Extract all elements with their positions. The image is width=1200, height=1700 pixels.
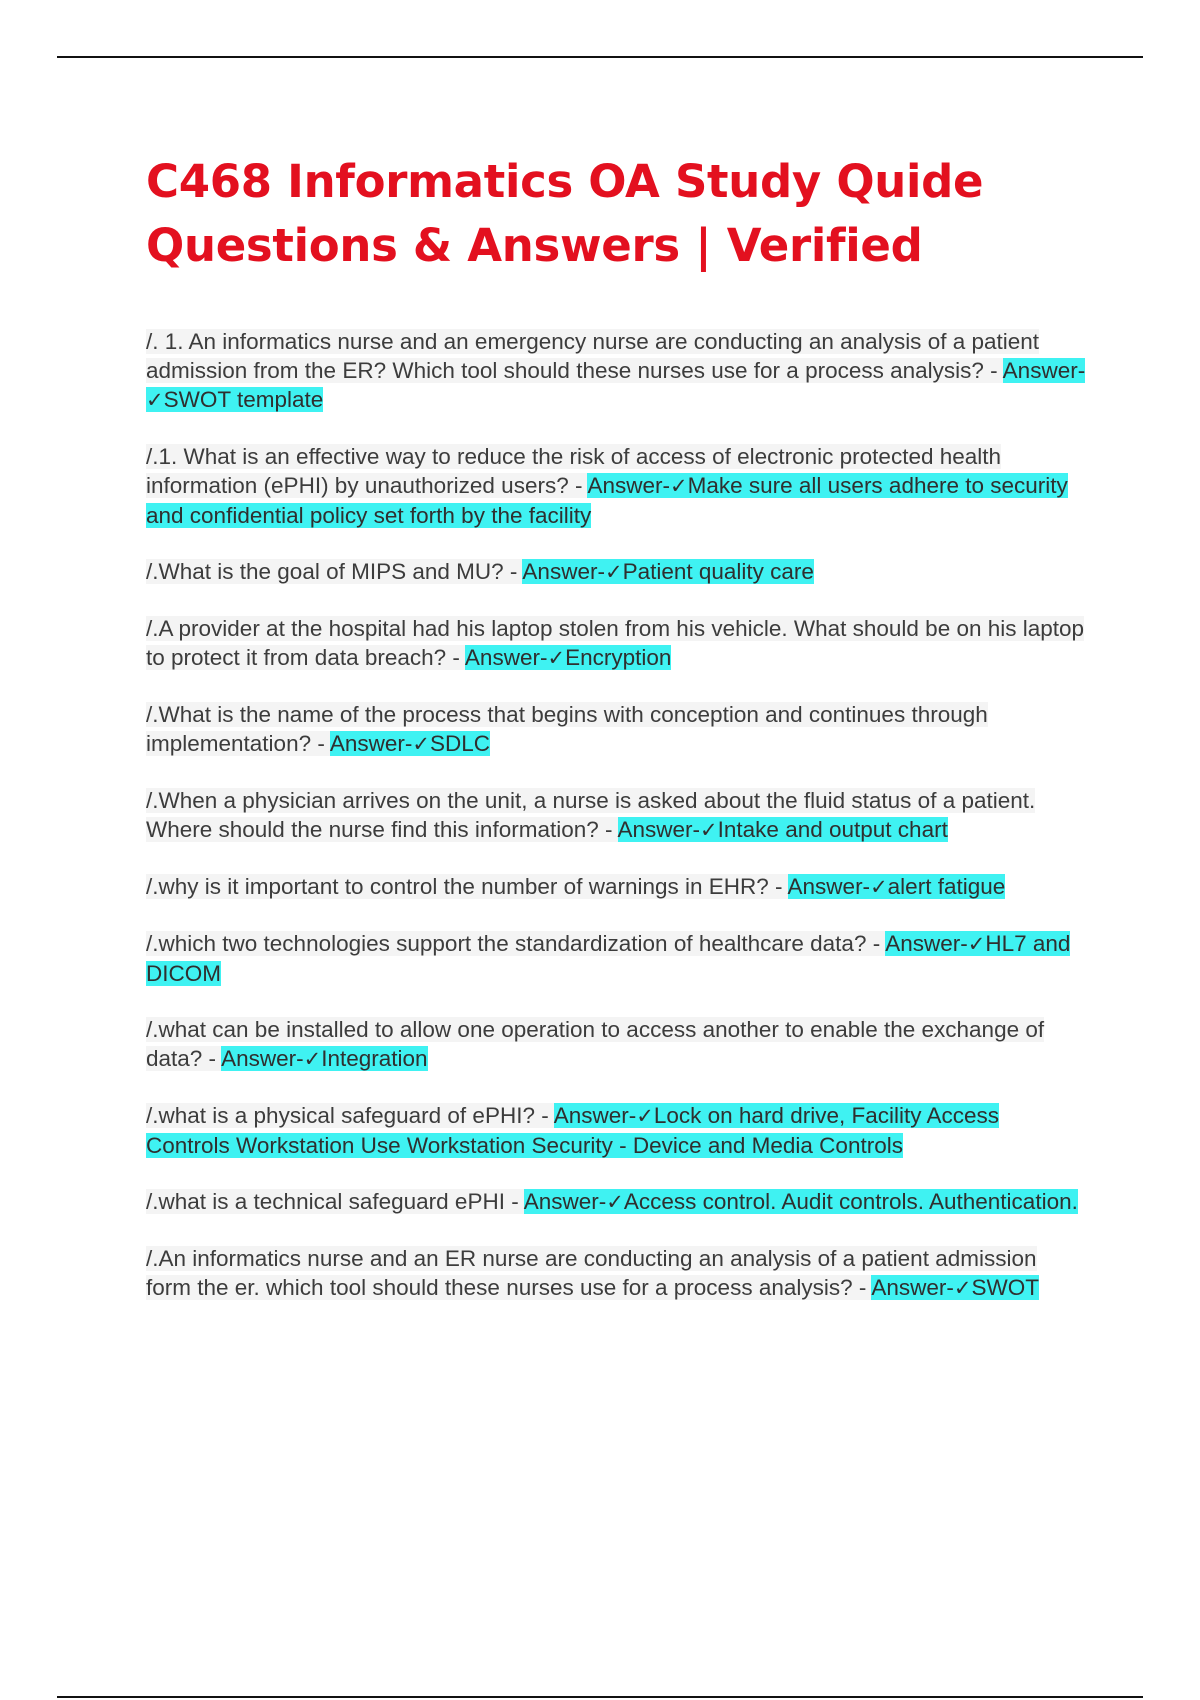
checkmark-icon: ✓	[547, 646, 566, 670]
answer-prefix: Answer-	[587, 473, 670, 498]
answer-prefix: Answer-	[787, 874, 871, 899]
bottom-rule	[57, 1696, 1143, 1698]
answer-prefix: Answer-	[523, 1189, 607, 1214]
checkmark-icon: ✓	[636, 1104, 654, 1128]
question-text: /.What is the goal of MIPS and MU? -	[146, 559, 523, 584]
top-rule	[57, 56, 1143, 58]
qa-item	[146, 786, 1086, 845]
answer-text: SWOT template	[163, 387, 324, 412]
answer-prefix: Answer-	[329, 731, 413, 756]
checkmark-icon: ✓	[700, 818, 718, 842]
answer-text: Make sure all users adhere to security and confidential policy set forth by the facility	[146, 473, 1068, 528]
checkmark-icon: ✓	[870, 875, 888, 899]
question-text: /.A provider at the hospital had his laptop stolen from his vehicle. What should be on his laptop to protect it from data breach? -	[146, 616, 1085, 670]
qa-item	[146, 700, 1086, 759]
checkmark-icon: ✓	[967, 932, 986, 956]
checkmark-icon: ✓	[146, 388, 164, 412]
checkmark-icon: ✓	[606, 1190, 624, 1214]
answer-prefix: Answer-	[871, 1275, 954, 1300]
qa-item	[146, 929, 1086, 988]
answer-prefix: Answer-	[885, 931, 968, 956]
qa-item	[146, 557, 1086, 587]
answer-highlight	[221, 1046, 427, 1071]
checkmark-icon: ✓	[670, 474, 688, 498]
checkmark-icon: ✓	[953, 1276, 972, 1300]
answer-prefix: Answer-	[617, 817, 701, 842]
question-text: /. 1. An informatics nurse and an emergency nurse are conducting an analysis of a patient admission from the ER? Which tool should these nurses use for a process analysis? -	[146, 329, 1040, 383]
question-text: /.An informatics nurse and an ER nurse are conducting an analysis of a patient admission form the er. which tool should these nurses use for a process analysis? -	[146, 1246, 1037, 1300]
answer-text: SWOT	[971, 1275, 1040, 1300]
answer-text: Patient quality care	[622, 559, 814, 584]
answer-highlight	[618, 817, 948, 842]
qa-item	[146, 327, 1086, 415]
answer-prefix: Answer-	[1002, 358, 1086, 383]
title-line-1: C468 Informatics OA Study Quide	[146, 155, 984, 208]
answer-highlight	[330, 731, 490, 756]
answer-highlight	[871, 1275, 1039, 1300]
answer-highlight	[524, 1189, 1078, 1214]
answer-text: HL7 and DICOM	[146, 931, 1071, 986]
question-text: /.which two technologies support the standardization of healthcare data? -	[146, 931, 886, 956]
answer-text: Lock on hard drive, Facility Access Controls Workstation Use Workstation Security - Device and Media Controls	[146, 1103, 1000, 1158]
question-text: /.why is it important to control the number of warnings in EHR? -	[146, 874, 788, 899]
answer-highlight	[465, 645, 671, 670]
answer-prefix: Answer-	[522, 559, 605, 584]
qa-item	[146, 1015, 1086, 1074]
title-line-2: Questions & Answers | Verified	[146, 219, 923, 272]
qa-item	[146, 872, 1086, 902]
answer-highlight	[788, 874, 1006, 899]
page-title	[146, 150, 1106, 278]
qa-item	[146, 442, 1086, 530]
question-text: /.1. What is an effective way to reduce the risk of access of electronic protected health information (ePHI) by unauthorized users? -	[146, 444, 1002, 498]
answer-text: Intake and output chart	[717, 817, 948, 842]
qa-list	[146, 327, 1086, 1330]
question-text: /.what can be installed to allow one operation to access another to enable the exchange of data? -	[146, 1017, 1045, 1071]
qa-item	[146, 1101, 1086, 1160]
checkmark-icon: ✓	[412, 732, 430, 756]
answer-text: Access control. Audit controls. Authentication.	[623, 1189, 1078, 1214]
qa-item	[146, 614, 1086, 673]
question-text: /.What is the name of the process that begins with conception and continues through implementation? -	[146, 702, 988, 756]
question-text: /.what is a technical safeguard ePHI -	[146, 1189, 524, 1214]
answer-text: Encryption	[565, 645, 672, 670]
checkmark-icon: ✓	[604, 560, 623, 584]
answer-text: Integration	[321, 1046, 428, 1071]
question-text: /.what is a physical safeguard of ePHI? -	[146, 1103, 554, 1128]
checkmark-icon: ✓	[303, 1047, 322, 1071]
answer-prefix: Answer-	[464, 645, 548, 670]
qa-item	[146, 1187, 1086, 1217]
answer-text: SDLC	[430, 731, 491, 756]
answer-prefix: Answer-	[221, 1046, 304, 1071]
qa-item	[146, 1244, 1086, 1303]
question-text: /.When a physician arrives on the unit, a nurse is asked about the fluid status of a patient. Where should the nurse find this information? -	[146, 788, 1036, 842]
answer-prefix: Answer-	[553, 1103, 637, 1128]
answer-text: alert fatigue	[887, 874, 1006, 899]
answer-highlight	[522, 559, 814, 584]
